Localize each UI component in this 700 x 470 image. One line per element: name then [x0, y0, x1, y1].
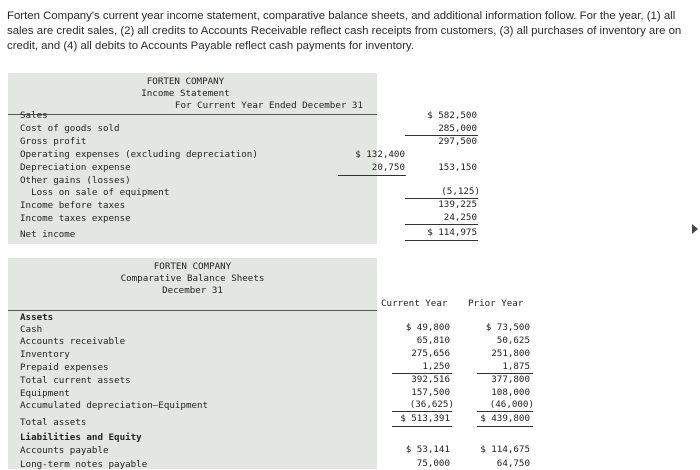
- balance-row-label: Accounts payable: [20, 445, 109, 456]
- income-row-label: Income before taxes: [20, 200, 126, 211]
- balance-row-label: Cash: [20, 324, 43, 335]
- balance-prior-value: 377,800: [491, 374, 530, 385]
- income-col2-value: 285,000: [438, 123, 477, 134]
- balance-current-value: 392,516: [411, 374, 450, 385]
- balance-row-label: Accounts receivable: [20, 336, 126, 347]
- balance-sheet-panel: [8, 258, 377, 469]
- balance-title: Comparative Balance Sheets: [120, 273, 265, 284]
- balance-current-value: 275,656: [411, 348, 450, 359]
- scroll-arrow-icon: [692, 224, 698, 234]
- income-col1-value: 20,750: [371, 162, 405, 173]
- balance-current-value: 157,500: [411, 387, 450, 398]
- balance-row-label: Inventory: [20, 349, 70, 360]
- balance-prior-value: $ 114,675: [480, 444, 530, 455]
- income-row-label: Cost of goods sold: [20, 123, 120, 134]
- balance-current-value: $ 53,141: [405, 444, 450, 455]
- balance-row-label: Equipment: [20, 388, 70, 399]
- column-header-current: Current Year: [381, 298, 448, 309]
- income-company: FORTEN COMPANY: [146, 76, 225, 87]
- income-row-label: Net income: [20, 229, 76, 240]
- balance-row-label: Prepaid expenses: [20, 362, 109, 373]
- income-col2-value: $ 114,975: [427, 227, 477, 238]
- balance-prior-value: 1,875: [502, 361, 530, 372]
- income-row-label: Depreciation expense: [20, 162, 131, 173]
- balance-current-value: 65,810: [416, 335, 450, 346]
- column-header-prior: Prior Year: [468, 298, 524, 309]
- balance-current-value: 75,000: [416, 458, 450, 469]
- income-row-label: Other gains (losses): [20, 175, 131, 186]
- balance-prior-value: 50,625: [496, 335, 530, 346]
- balance-prior-value: 251,800: [491, 348, 530, 359]
- income-col2-value: (5,125): [441, 186, 480, 197]
- balance-company: FORTEN COMPANY: [153, 261, 232, 272]
- income-statement-panel: [8, 73, 377, 244]
- balance-prior-value: $ 439,800: [480, 413, 530, 424]
- balance-prior-value: (46,000): [489, 399, 534, 410]
- income-title: Income Statement: [141, 88, 230, 99]
- balance-row-label: Long-term notes payable: [20, 459, 148, 470]
- income-row-label: Loss on sale of equipment: [20, 187, 170, 198]
- balance-prior-value: $ 73,500: [485, 322, 530, 333]
- income-col2-value: 297,500: [438, 136, 477, 147]
- balance-prior-value: 108,000: [491, 387, 530, 398]
- balance-period: December 31: [162, 285, 223, 296]
- income-col1-value: $ 132,400: [355, 149, 405, 160]
- income-row-label: Sales: [20, 110, 48, 121]
- balance-row-label: Total assets: [20, 417, 87, 428]
- balance-row-label: Total current assets: [20, 375, 131, 386]
- income-period: For Current Year Ended December 31: [174, 100, 363, 111]
- balance-current-value: $ 513,391: [400, 413, 450, 424]
- problem-intro: Forten Company's current year income statement, comparative balance sheets, and additional information follow. For the year, (1) all sales are credit sales, (2) all credits to Accounts Receivable reflect cash receipts from customers, (3) all purchases of inventory are on credit, and (4) all debits to Accounts Payable reflect cash payments for inventory.: [7, 10, 682, 52]
- income-col2-value: 24,250: [443, 212, 477, 223]
- income-row-label: Operating expenses (excluding depreciation): [20, 149, 258, 160]
- balance-section-heading: Liabilities and Equity: [20, 432, 142, 443]
- balance-current-value: (36,625): [409, 399, 454, 410]
- income-col2-value: $ 582,500: [427, 110, 477, 121]
- balance-current-value: $ 49,800: [405, 322, 450, 333]
- income-row-label: Income taxes expense: [20, 213, 131, 224]
- balance-section-heading: Assets: [20, 312, 54, 323]
- balance-prior-value: 64,750: [496, 458, 530, 469]
- income-row-label: Gross profit: [20, 136, 87, 147]
- income-col2-value: 153,150: [438, 162, 477, 173]
- balance-row-label: Accumulated depreciation—Equipment: [20, 400, 209, 411]
- income-col2-value: 139,225: [438, 199, 477, 210]
- balance-current-value: 1,250: [422, 361, 450, 372]
